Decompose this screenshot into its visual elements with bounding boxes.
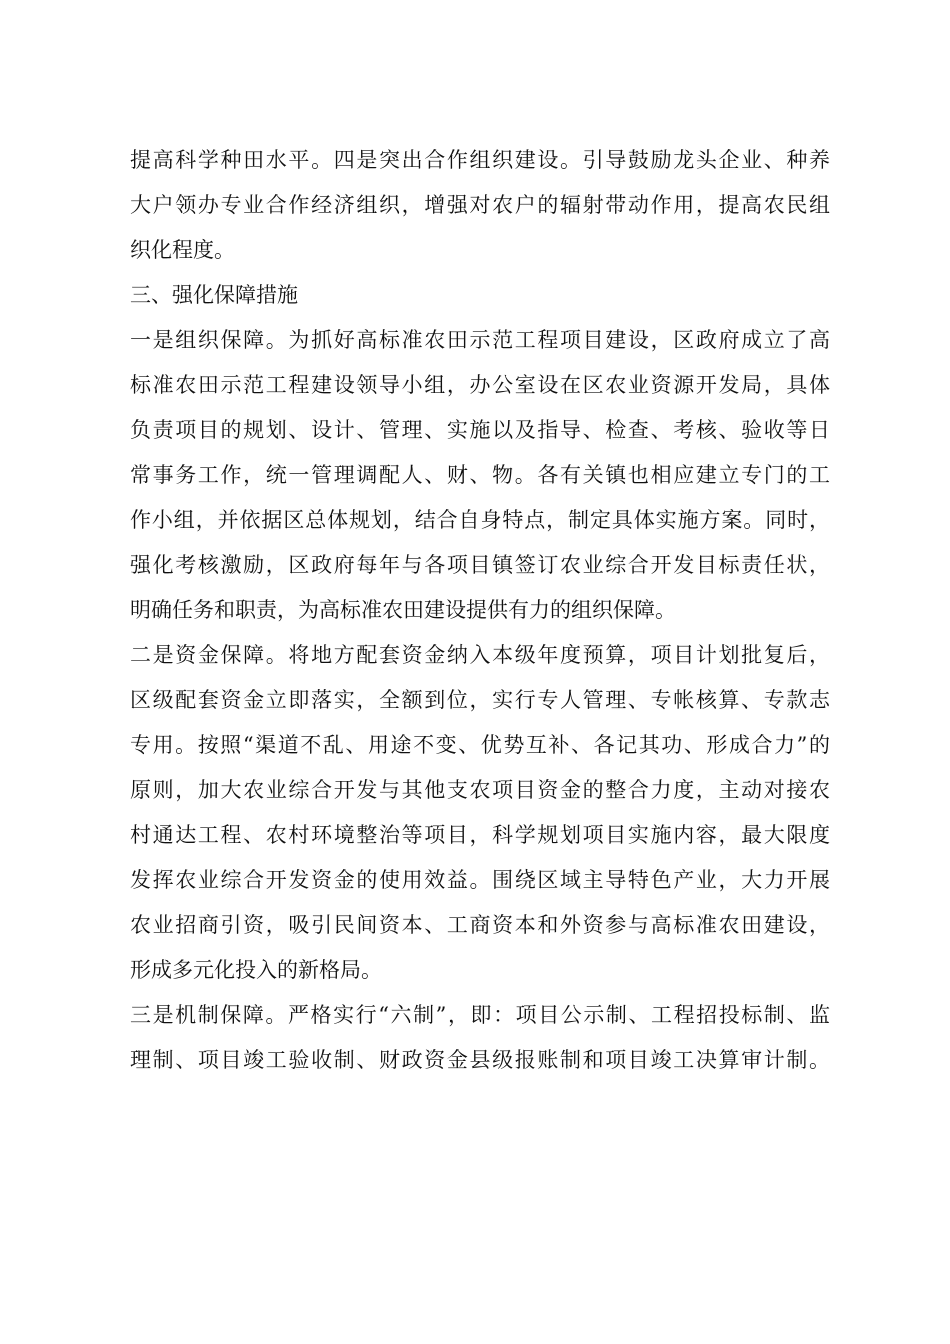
paragraph (130, 318, 830, 633)
paragraph (130, 138, 830, 273)
text-line: 三是机制保障。严格实行“六制”，即：项目公示制、工程招投标制、监 (130, 1003, 830, 1027)
text-line: 常事务工作，统一管理调配人、财、物。各有关镇也相应建立专门的工 (130, 463, 830, 487)
paragraph (130, 993, 830, 1083)
text-line: 强化考核激励，区政府每年与各项目镇签订农业综合开发目标责任状， (130, 553, 830, 577)
text-line: 标准农田示范工程建设领导小组，办公室设在区农业资源开发局，具体 (130, 373, 830, 397)
text-line: 织化程度。 (130, 238, 235, 262)
text-line: 区级配套资金立即落实，全额到位，实行专人管理、专帐核算、专款志 (130, 688, 830, 712)
text-line: 大户领办专业合作经济组织，增强对农户的辐射带动作用，提高农民组 (130, 193, 830, 217)
text-line: 农业招商引资，吸引民间资本、工商资本和外资参与高标准农田建设， (130, 913, 830, 937)
text-line: 负责项目的规划、设计、管理、实施以及指导、检查、考核、验收等日 (130, 418, 830, 442)
text-line: 作小组，并依据区总体规划，结合自身特点，制定具体实施方案。同时， (130, 508, 830, 532)
text-line: 村通达工程、农村环境整治等项目，科学规划项目实施内容，最大限度 (130, 823, 830, 847)
text-line: 专用。按照“渠道不乱、用途不变、优势互补、各记其功、形成合力”的 (130, 733, 830, 757)
text-line: 一是组织保障。为抓好高标准农田示范工程项目建设，区政府成立了高 (130, 328, 830, 352)
text-line: 明确任务和职责，为高标准农田建设提供有力的组织保障。 (130, 598, 676, 622)
text-line: 提高科学种田水平。四是突出合作组织建设。引导鼓励龙头企业、种养 (130, 148, 830, 172)
text-line: 发挥农业综合开发资金的使用效益。围绕区域主导特色产业，大力开展 (130, 868, 830, 892)
section-heading-text: 三、强化保障措施 (130, 283, 298, 307)
text-line: 理制、项目竣工验收制、财政资金县级报账制和项目竣工决算审计制。 (130, 1048, 830, 1072)
paragraph (130, 633, 830, 993)
text-line: 形成多元化投入的新格局。 (130, 958, 382, 982)
section-heading (130, 273, 830, 318)
text-line: 原则，加大农业综合开发与其他支农项目资金的整合力度，主动对接农 (130, 778, 830, 802)
text-line: 二是资金保障。将地方配套资金纳入本级年度预算，项目计划批复后， (130, 643, 830, 667)
document-body (130, 138, 830, 1083)
